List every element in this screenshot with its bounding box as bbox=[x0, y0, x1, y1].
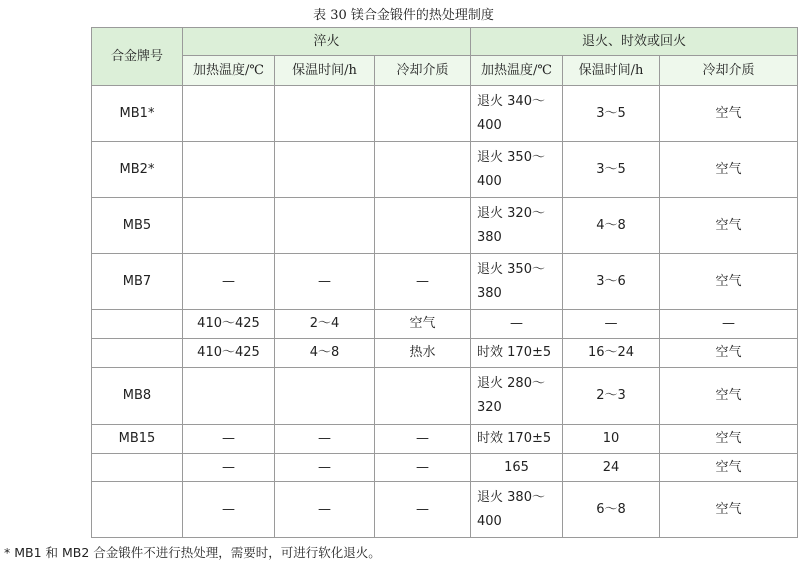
header-quench-temp: 加热温度/℃ bbox=[183, 56, 275, 86]
quench-temp-cell: — bbox=[183, 454, 275, 482]
quench-time-cell: 4～8 bbox=[275, 339, 375, 368]
anneal-time-cell: — bbox=[563, 310, 660, 339]
anneal-time-cell: 3～6 bbox=[563, 254, 660, 310]
quench-time-cell: — bbox=[275, 454, 375, 482]
quench-time-cell bbox=[275, 198, 375, 254]
quench-temp-cell: 410～425 bbox=[183, 339, 275, 368]
anneal-time-cell: 16～24 bbox=[563, 339, 660, 368]
anneal-temp-cell: 退火 350～380 bbox=[471, 254, 563, 310]
quench-temp-cell bbox=[183, 86, 275, 142]
grade-cell: MB15 bbox=[92, 425, 183, 454]
anneal-temp-cell: 时效 170±5 bbox=[471, 339, 563, 368]
anneal-cooling-cell: 空气 bbox=[660, 454, 798, 482]
grade-cell: MB1* bbox=[92, 86, 183, 142]
table-row bbox=[92, 142, 798, 198]
table-row bbox=[92, 425, 798, 454]
anneal-temp-cell: 退火 320～380 bbox=[471, 198, 563, 254]
quench-cooling-cell: — bbox=[375, 454, 471, 482]
footnote: * MB1 和 MB2 合金锻件不进行热处理，需要时，可进行软化退火。 bbox=[4, 545, 381, 560]
anneal-cooling-cell: 空气 bbox=[660, 142, 798, 198]
anneal-temp-cell: 退火 340～400 bbox=[471, 86, 563, 142]
grade-cell: MB2* bbox=[92, 142, 183, 198]
quench-cooling-cell: 空气 bbox=[375, 310, 471, 339]
table-row bbox=[92, 482, 798, 538]
anneal-cooling-cell: 空气 bbox=[660, 198, 798, 254]
quench-cooling-cell bbox=[375, 368, 471, 425]
anneal-temp-cell: 165 bbox=[471, 454, 563, 482]
anneal-time-cell: 3～5 bbox=[563, 86, 660, 142]
quench-cooling-cell: 热水 bbox=[375, 339, 471, 368]
anneal-cooling-cell: 空气 bbox=[660, 425, 798, 454]
anneal-cooling-cell: 空气 bbox=[660, 482, 798, 538]
quench-time-cell: — bbox=[275, 425, 375, 454]
header-anneal-cooling: 冷却介质 bbox=[660, 56, 798, 86]
grade-cell bbox=[92, 339, 183, 368]
anneal-temp-cell: 退火 350～400 bbox=[471, 142, 563, 198]
anneal-time-cell: 2～3 bbox=[563, 368, 660, 425]
header-quench-cooling: 冷却介质 bbox=[375, 56, 471, 86]
table-row bbox=[92, 339, 798, 368]
quench-time-cell bbox=[275, 142, 375, 198]
anneal-cooling-cell: 空气 bbox=[660, 368, 798, 425]
table-row bbox=[92, 86, 798, 142]
quench-temp-cell bbox=[183, 142, 275, 198]
quench-cooling-cell bbox=[375, 86, 471, 142]
table-row bbox=[92, 454, 798, 482]
quench-temp-cell bbox=[183, 198, 275, 254]
quench-cooling-cell: — bbox=[375, 425, 471, 454]
table-row bbox=[92, 198, 798, 254]
table-title: 表 30 镁合金锻件的热处理制度 bbox=[313, 8, 494, 23]
anneal-temp-cell: — bbox=[471, 310, 563, 339]
quench-temp-cell: — bbox=[183, 425, 275, 454]
header-anneal-temp: 加热温度/℃ bbox=[471, 56, 563, 86]
anneal-temp-cell: 退火 380～400 bbox=[471, 482, 563, 538]
table-row bbox=[92, 254, 798, 310]
header-quench: 淬火 bbox=[183, 28, 471, 56]
anneal-cooling-cell: — bbox=[660, 310, 798, 339]
quench-temp-cell: 410～425 bbox=[183, 310, 275, 339]
grade-cell bbox=[92, 454, 183, 482]
quench-temp-cell: — bbox=[183, 482, 275, 538]
table-row bbox=[92, 310, 798, 339]
header-grade: 合金牌号 bbox=[92, 28, 183, 86]
quench-time-cell bbox=[275, 86, 375, 142]
quench-temp-cell bbox=[183, 368, 275, 425]
header-quench-time: 保温时间/h bbox=[275, 56, 375, 86]
anneal-time-cell: 3～5 bbox=[563, 142, 660, 198]
heat-treatment-table bbox=[91, 27, 798, 538]
anneal-time-cell: 24 bbox=[563, 454, 660, 482]
quench-time-cell bbox=[275, 368, 375, 425]
quench-time-cell: — bbox=[275, 482, 375, 538]
anneal-temp-cell: 时效 170±5 bbox=[471, 425, 563, 454]
grade-cell: MB7 bbox=[92, 254, 183, 310]
anneal-cooling-cell: 空气 bbox=[660, 254, 798, 310]
grade-cell: MB5 bbox=[92, 198, 183, 254]
quench-temp-cell: — bbox=[183, 254, 275, 310]
anneal-time-cell: 6～8 bbox=[563, 482, 660, 538]
grade-cell bbox=[92, 310, 183, 339]
header-anneal-time: 保温时间/h bbox=[563, 56, 660, 86]
quench-cooling-cell bbox=[375, 142, 471, 198]
anneal-time-cell: 4～8 bbox=[563, 198, 660, 254]
grade-cell: MB8 bbox=[92, 368, 183, 425]
table-row bbox=[92, 368, 798, 425]
anneal-cooling-cell: 空气 bbox=[660, 339, 798, 368]
grade-cell bbox=[92, 482, 183, 538]
quench-time-cell: — bbox=[275, 254, 375, 310]
quench-cooling-cell bbox=[375, 198, 471, 254]
quench-cooling-cell: — bbox=[375, 482, 471, 538]
header-anneal: 退火、时效或回火 bbox=[471, 28, 798, 56]
quench-time-cell: 2～4 bbox=[275, 310, 375, 339]
anneal-temp-cell: 退火 280～320 bbox=[471, 368, 563, 425]
quench-cooling-cell: — bbox=[375, 254, 471, 310]
anneal-time-cell: 10 bbox=[563, 425, 660, 454]
anneal-cooling-cell: 空气 bbox=[660, 86, 798, 142]
